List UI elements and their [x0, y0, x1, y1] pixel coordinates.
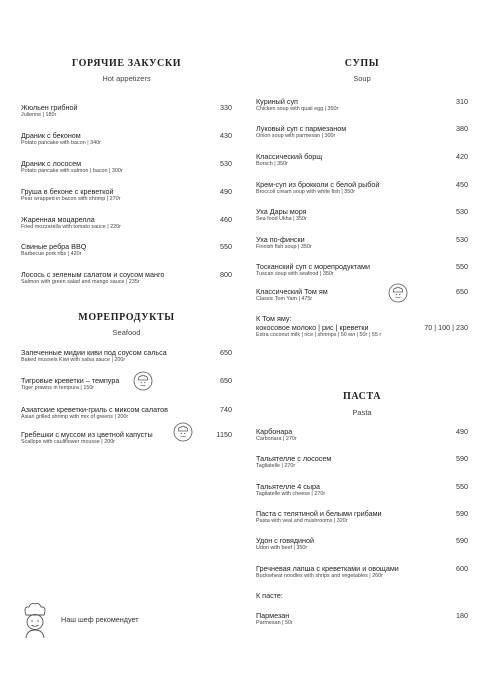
menu-item: [21, 348, 232, 364]
menu-item: [256, 152, 468, 168]
item-name-en: Barbecue pork ribs | 420г: [21, 251, 82, 257]
item-name-en: Salmon with green salad and mango sauce | 235г: [21, 279, 140, 285]
item-name-en: Udon with beef | 350г: [256, 545, 308, 551]
item-name-en: Julienne | 180г: [21, 112, 57, 118]
menu-item: [256, 97, 468, 113]
menu-item: [256, 124, 468, 140]
item-name-ru: Классический борщ: [256, 152, 323, 161]
menu-item: [21, 430, 232, 446]
item-name-en: Pear wrapped in bacon with shrimp | 270г: [21, 196, 121, 202]
item-name-en: Broccoli cream soup with white fish | 350г: [256, 189, 356, 195]
menu-item: [256, 482, 468, 498]
item-price: 1150: [216, 430, 232, 439]
item-name-en: Tuscan soup with seafood | 350г: [256, 271, 334, 277]
item-name-en: Carbonara | 270г: [256, 436, 297, 442]
menu-item: [21, 187, 232, 203]
item-name-en: Tagliatelle with cheese | 270г: [256, 491, 326, 497]
item-price: 420: [456, 152, 468, 161]
seafood-title: МОРЕПРОДУКТЫ: [78, 312, 175, 323]
item-name-ru: Драник с лососем: [21, 159, 82, 168]
item-price: 330: [220, 103, 232, 112]
item-price: 800: [220, 270, 232, 279]
item-name-en: Sea food Ukha | 350г: [256, 216, 308, 222]
chef-legend-icon: [18, 600, 52, 640]
item-price: 550: [220, 242, 232, 251]
chef-recommends-icon: [173, 422, 193, 442]
item-name-en: Buckwheat noodles with shrips and vegetables | 260г: [256, 573, 384, 579]
item-name-ru: Лосось с зеленым салатом и соусом манго: [21, 270, 165, 279]
chef-recommends-note: Наш шеф рекомендует: [61, 615, 139, 624]
item-price: 650: [456, 287, 468, 296]
item-name-en: Potato pancake with salmon | bacon | 300г: [21, 168, 123, 174]
item-name-ru: Удон с говядиной: [256, 536, 315, 545]
item-name-ru: Тосканский суп с морепродуктами: [256, 262, 370, 271]
item-name-ru: Свиные ребра BBQ: [21, 242, 87, 251]
item-name-en: Parmesan | 50г: [256, 620, 293, 626]
menu-item: [256, 180, 468, 196]
menu-item: [21, 103, 232, 119]
item-price: 380: [456, 124, 468, 133]
chef-recommends-icon: [133, 371, 153, 391]
item-name-ru: Тигровые креветки – темпура: [21, 376, 120, 385]
item-name-en: Fried mozzarella with tomato sauce | 220г: [21, 224, 122, 230]
menu-item: [256, 509, 468, 525]
menu-item: [21, 270, 232, 286]
item-price: 590: [456, 536, 468, 545]
seafood-subtitle: Seafood: [112, 328, 141, 337]
menu-item: [21, 405, 232, 421]
item-name-en: Onion soup with parmesan | 300г: [256, 133, 336, 139]
menu-item: [256, 427, 468, 443]
item-price: 600: [456, 564, 468, 573]
item-name-en: Borsch | 350г: [256, 161, 289, 167]
hot-appetizers-subtitle: Hot appetizers: [102, 74, 151, 83]
item-name-ru: Жаренная моцарелла: [21, 215, 95, 224]
menu-item: [21, 215, 232, 231]
item-price: 430: [220, 131, 232, 140]
pasta-subtitle: Pasta: [352, 408, 372, 417]
tomyam-extras: [256, 314, 468, 339]
item-price: 460: [220, 215, 232, 224]
item-name-ru: Жюльен грибной: [21, 103, 78, 112]
item-name-en: Baked mussels Kiwi with salsa sauce | 200г: [21, 357, 126, 363]
item-name-ru: Гречневая лапша с креветками и овощами: [256, 564, 399, 573]
item-name-ru: Тальятелле с лососем: [256, 454, 332, 463]
menu-item: [256, 564, 468, 580]
item-name-en: Tagliatelle | 270г: [256, 463, 296, 469]
item-name-ru: Классический Том ям: [256, 287, 328, 296]
item-name-en: Potato pancake with bacon | 340г: [21, 140, 102, 146]
tomyam-extras-header: К Том яму:: [256, 314, 292, 323]
menu-item: [256, 454, 468, 470]
item-price: 550: [456, 482, 468, 491]
item-price: 490: [220, 187, 232, 196]
menu-item: [256, 262, 468, 278]
item-name-ru: Уха по-фински: [256, 235, 305, 244]
hot-appetizers-title: ГОРЯЧИЕ ЗАКУСКИ: [71, 58, 182, 69]
chef-recommends-icon: [388, 283, 408, 303]
menu-item: [21, 242, 232, 258]
menu-item: [21, 376, 232, 392]
item-price: 550: [456, 262, 468, 271]
item-price: 180: [456, 611, 468, 620]
menu-item: [21, 131, 232, 147]
item-name-ru: Уха Дары моря: [256, 207, 307, 216]
item-name-ru: Куриный суп: [256, 97, 298, 106]
item-name-ru: Пармезан: [256, 611, 290, 620]
item-price: 530: [456, 235, 468, 244]
item-name-en: Tiger prawns in tempura | 150г: [21, 385, 95, 391]
item-name-ru: Паста с телятиной и белыми грибами: [256, 509, 382, 518]
item-name-ru: Крем-суп из брокколи с белой рыбой: [256, 180, 380, 189]
soups-subtitle: Soup: [353, 74, 371, 83]
item-name-en: Pasta with veal and mushrooms | 320г: [256, 518, 348, 524]
item-name-ru: Карбонара: [256, 427, 293, 436]
pasta-extras-header: К пасте:: [256, 591, 283, 600]
pasta-title: ПАСТА: [342, 391, 382, 402]
item-price: 590: [456, 509, 468, 518]
item-name-ru: Тальятелле 4 сыра: [256, 482, 320, 491]
item-name-ru: Азиатские креветки-гриль с миксом салатов: [21, 405, 168, 414]
item-price: 740: [220, 405, 232, 414]
item-name-ru: Гребешки с муссом из цветной капусты: [21, 430, 153, 439]
menu-item: [256, 207, 468, 223]
item-price: 490: [456, 427, 468, 436]
soups-title: СУПЫ: [344, 58, 380, 69]
item-name-en: Chicken soup with quail egg | 350г: [256, 106, 339, 112]
item-name-en: Scallops with cauliflower mousse | 200г: [21, 439, 116, 445]
tomyam-extras-price: 70 | 100 | 230: [424, 323, 468, 332]
item-price: 650: [220, 348, 232, 357]
menu-item: [256, 611, 468, 627]
tomyam-extras-en: Extra coconut milk | rice | shrimps | 50 мл | 50г | 55 г: [256, 332, 382, 338]
item-name-ru: Запеченные мидии киви под соусом сальса: [21, 348, 167, 357]
item-price: 310: [456, 97, 468, 106]
menu-item: [256, 536, 468, 552]
menu-item: [21, 159, 232, 175]
pasta-extras-header-row: [256, 591, 468, 600]
menu-item: [256, 235, 468, 251]
item-name-en: Classic Tom Yam | 475г: [256, 296, 313, 302]
item-price: 450: [456, 180, 468, 189]
item-name-ru: Драник с беконом: [21, 131, 81, 140]
item-name-en: Finnish fish soup | 350г: [256, 244, 312, 250]
item-name-ru: Луковый суп с пармезаном: [256, 124, 347, 133]
item-price: 530: [220, 159, 232, 168]
tomyam-extras-ru: кокосовое молоко | рис | креветки: [256, 323, 369, 332]
item-name-en: Asian grilled shrimp with mix of greens | 200г: [21, 414, 129, 420]
item-price: 650: [220, 376, 232, 385]
menu-item: [256, 287, 468, 303]
item-name-ru: Груша в беконе с креветкой: [21, 187, 114, 196]
item-price: 590: [456, 454, 468, 463]
item-price: 530: [456, 207, 468, 216]
